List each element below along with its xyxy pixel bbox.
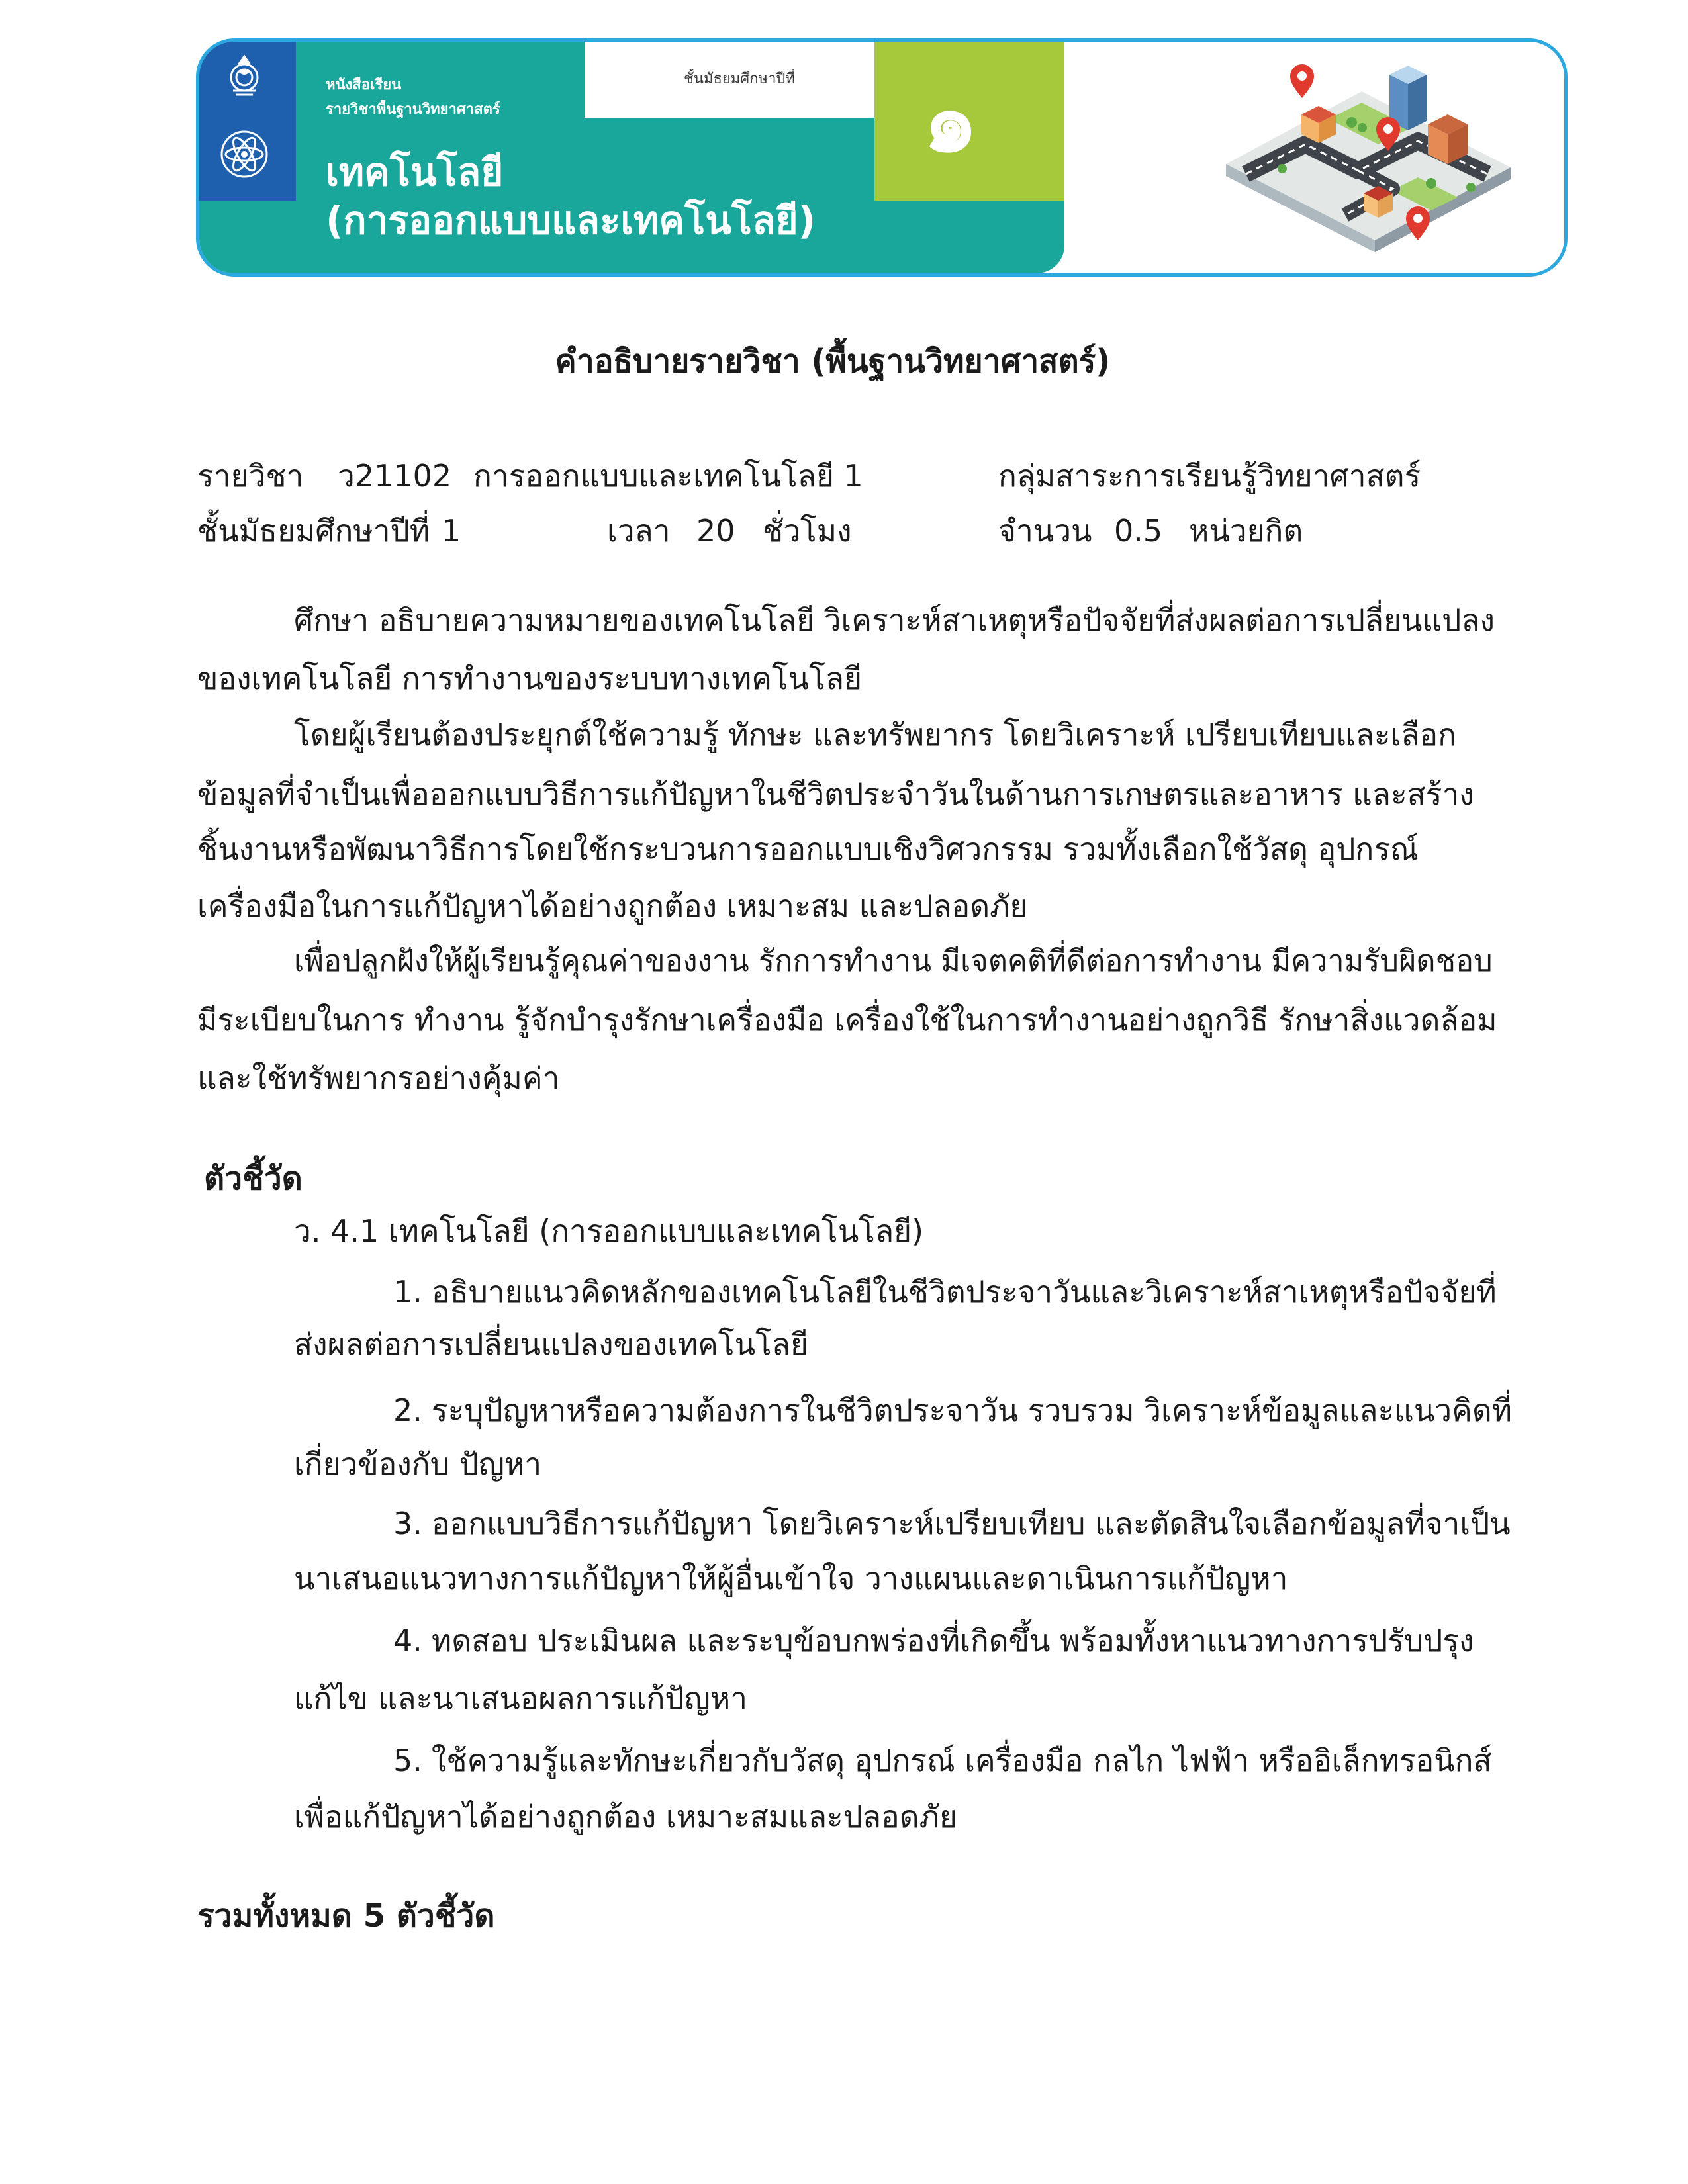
grade-label: ชั้นมัธยมศึกษาปีที่ <box>684 71 795 87</box>
indicator-text: ทดสอบ ประเมินผล และระบุข้อบกพร่องที่เกิดขึ้น พร้อมทั้งหาแนวทางการปรับปรุง <box>431 1623 1474 1659</box>
grade-label: ชั้นมัธยมศึกษาปีที่ <box>197 513 430 549</box>
atom-icon <box>218 128 271 181</box>
paragraph-line: โดยผู้เรียนต้องประยุกต์ใช้ความรู้ ทักษะ และทรัพยากร โดยวิเคราะห์ เปรียบเทียบและเลือก <box>294 717 1456 752</box>
header-banner <box>196 38 1568 277</box>
indicator-number: 1. <box>393 1274 422 1310</box>
indicator-number: 5. <box>393 1743 422 1778</box>
subject-label: รายวิชา <box>197 458 304 494</box>
indicator-text: ส่งผลต่อการเปลี่ยนแปลงของเทคโนโลยี <box>294 1326 808 1362</box>
paragraph-line: ของเทคโนโลยี การทำงานของระบบทางเทคโนโลยี <box>197 660 863 696</box>
hours-value: 20 <box>696 513 735 549</box>
subject-label: รายวิชาพื้นฐานวิทยาศาสตร์ <box>326 101 500 118</box>
book-label: หนังสือเรียน <box>326 77 402 93</box>
time-label: เวลา <box>607 513 671 549</box>
paragraph-line: เครื่องมือในการแก้ปัญหาได้อย่างถูกต้อง เหมาะสม และปลอดภัย <box>197 888 1028 924</box>
grade-number: ๑ <box>923 71 978 171</box>
grade-label-box <box>585 42 874 118</box>
indicator-text: นาเสนอแนวทางการแก้ปัญหาให้ผู้อื่นเข้าใจ วางแผนและดาเนินการแก้ปัญหา <box>294 1561 1288 1596</box>
course-name: การออกแบบและเทคโนโลยี 1 <box>473 458 863 494</box>
book-title-line2: (การออกแบบและเทคโนโลยี) <box>326 198 816 243</box>
grade-value: 1 <box>442 513 461 549</box>
indicators-heading: ตัวชี้วัด <box>204 1160 303 1197</box>
course-code: ว21102 <box>338 458 452 494</box>
indicator-text: อธิบายแนวคิดหลักของเทคโนโลยีในชีวิตประจาวันและวิเคราะห์สาเหตุหรือปัจจัยที่ <box>431 1274 1497 1310</box>
paragraph-line: ศึกษา อธิบายความหมายของเทคโนโลยี วิเคราะห์สาเหตุหรือปัจจัยที่ส่งผลต่อการเปลี่ยนแปลง <box>294 602 1495 638</box>
indicator-item <box>393 1734 1492 1787</box>
indicator-text: เพื่อแก้ปัญหาได้อย่างถูกต้อง เหมาะสมและปลอดภัย <box>294 1799 957 1835</box>
learning-area: กลุ่มสาระการเรียนรู้วิทยาศาสตร์ <box>998 458 1421 494</box>
standard-line: ว. 4.1 เทคโนโลยี (การออกแบบและเทคโนโลยี) <box>294 1213 924 1249</box>
credit-label: จำนวน <box>998 513 1092 549</box>
credit-unit: หน่วยกิต <box>1189 513 1303 549</box>
logo-panel <box>199 42 296 201</box>
indicator-number: 3. <box>393 1506 422 1541</box>
grade-number-box <box>874 42 1064 201</box>
indicator-text: เกี่ยวข้องกับ ปัญหา <box>294 1446 542 1482</box>
indicator-item <box>393 1265 1497 1318</box>
paragraph-line: เพื่อปลูกฝังให้ผู้เรียนรู้คุณค่าของงาน รักการทำงาน มีเจตคติที่ดีต่อการทำงาน มีความรับผิดชอบ <box>294 943 1493 978</box>
paragraph-line: มีระเบียบในการ ทำงาน รู้จักบำรุงรักษาเครื่องมือ เครื่องใช้ในการทำงานอย่างถูกวิธี รักษาสิ่งแวดล้อม <box>197 1002 1497 1038</box>
paragraph-line: ข้อมูลที่จำเป็นเพื่อออกแบบวิธีการแก้ปัญหาในชีวิตประจำวันในด้านการเกษตรและอาหาร และสร้าง <box>197 776 1474 812</box>
credits-value: 0.5 <box>1114 513 1163 549</box>
indicator-number: 2. <box>393 1392 422 1428</box>
indicator-item <box>393 1384 1512 1437</box>
indicator-item <box>393 1614 1474 1667</box>
indicator-item <box>393 1497 1511 1550</box>
seal-icon <box>221 52 267 99</box>
location-pin-icon <box>1290 64 1314 98</box>
location-pin-icon <box>1406 206 1430 240</box>
city-map-illustration <box>1219 42 1516 272</box>
indicator-text: ระบุปัญหาหรือความต้องการในชีวิตประจาวัน รวบรวม วิเคราะห์ข้อมูลและแนวคิดที่ <box>431 1392 1513 1428</box>
indicator-number: 4. <box>393 1623 422 1659</box>
indicator-text: ใช้ความรู้และทักษะเกี่ยวกับวัสดุ อุปกรณ์ เครื่องมือ กลไก ไฟฟ้า หรืออิเล็กทรอนิกส์ <box>431 1743 1492 1778</box>
book-title-line1: เทคโนโลยี <box>326 150 504 195</box>
building-icon <box>1428 114 1468 164</box>
paragraph-line: และใช้ทรัพยากรอย่างคุ้มค่า <box>197 1060 560 1096</box>
paragraph-line: ชิ้นงานหรือพัฒนาวิธีการโดยใช้กระบวนการออกแบบเชิงวิศวกรรม รวมทั้งเลือกใช้วัสดุ อุปกรณ์ <box>197 831 1419 867</box>
indicator-text: ออกแบบวิธีการแก้ปัญหา โดยวิเคราะห์เปรียบเทียบ และตัดสินใจเลือกข้อมูลที่จาเป็น <box>431 1506 1511 1541</box>
hours-unit: ชั่วโมง <box>763 513 852 549</box>
indicator-text: แก้ไข และนาเสนอผลการแก้ปัญหา <box>294 1680 747 1716</box>
page-title: คำอธิบายรายวิชา (พื้นฐานวิทยาศาสตร์) <box>555 343 1111 380</box>
indicators-total: รวมทั้งหมด 5 ตัวชี้วัด <box>197 1897 495 1934</box>
